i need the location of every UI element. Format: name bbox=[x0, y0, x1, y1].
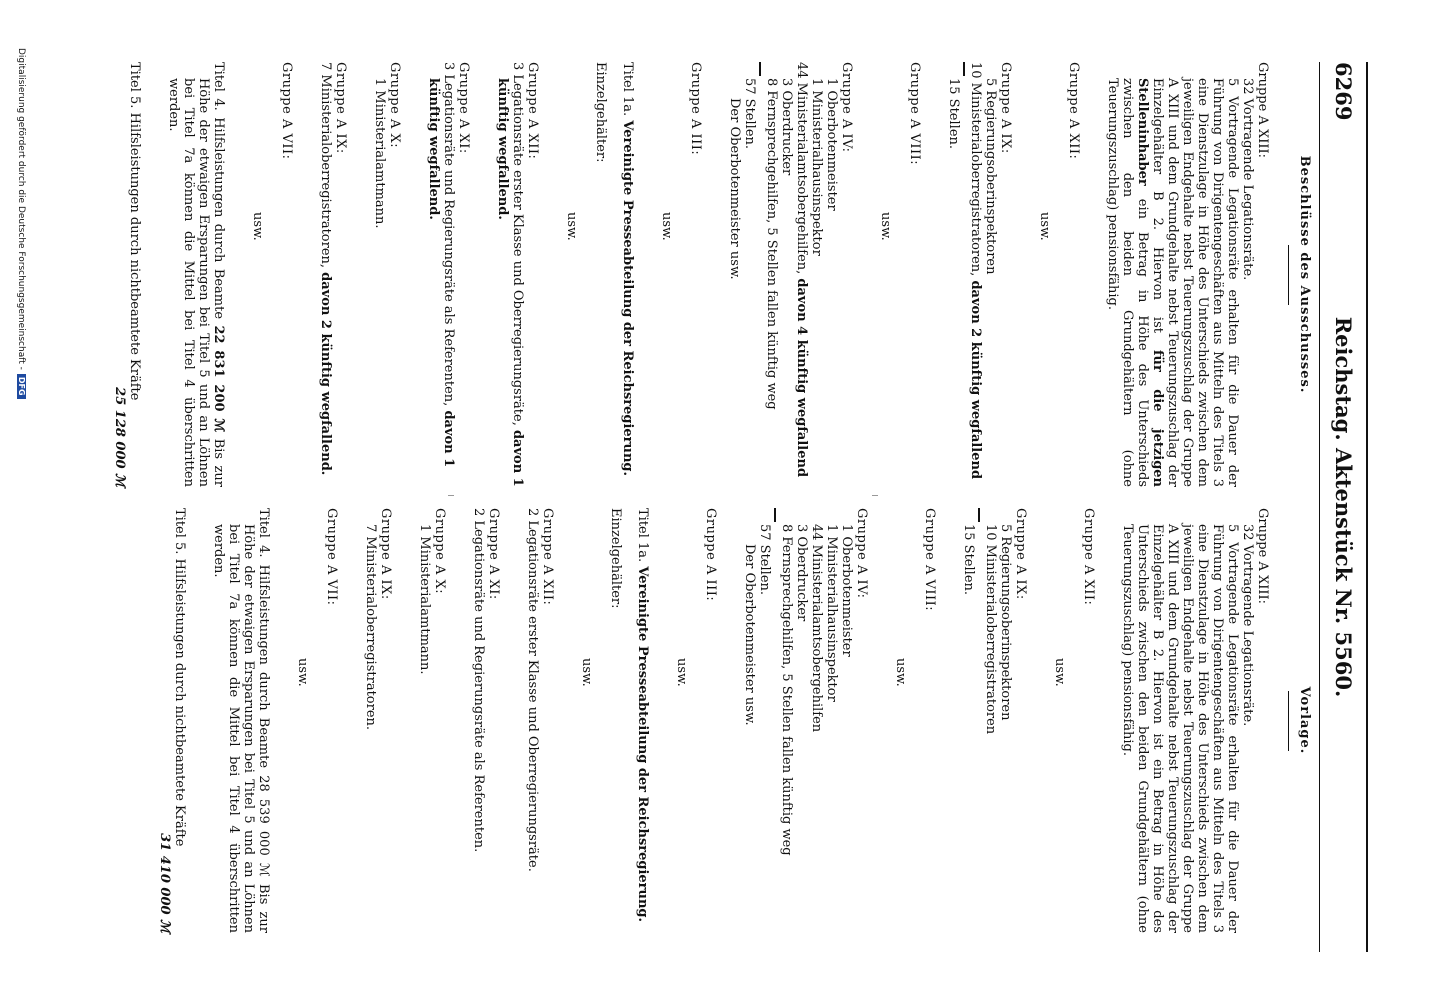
usw: usw. bbox=[295, 658, 310, 687]
gutter-mark bbox=[872, 495, 878, 496]
titel-4: Titel 4. Hilfsleistungen durch Beamte 28 539 000 ℳ Bis zur Höhe der etwaigen Ersparungen bei Titel 5 und an Löhnen bei Titel 7a können die Mittel bei Titel 4 überschritten werden. bbox=[211, 508, 271, 933]
line: 7 Ministerialoberregistratoren, davon 2 künftig wegfallend. bbox=[318, 62, 333, 476]
title-divider bbox=[1288, 691, 1289, 751]
line: 3 Oberdrucker bbox=[779, 78, 794, 176]
dfg-logo: DFG bbox=[17, 374, 26, 399]
amount: 31 410 000 ℳ bbox=[157, 833, 172, 933]
usw: usw. bbox=[579, 658, 594, 687]
line: 57 Stellen. bbox=[757, 524, 772, 596]
sum-line bbox=[978, 508, 980, 522]
page-number: 6269 bbox=[1331, 62, 1356, 121]
titel-4: Titel 4. Hilfsleistungen durch Beamte 22 831 200 ℳ Bis zur Höhe der etwaigen Ersparungen bei Titel 5 und an Löhnen bei Titel 7a können die Mittel bei Titel 4 überschritten werden. bbox=[166, 62, 226, 487]
line: 1 Ministerialhausinspektor bbox=[824, 524, 839, 702]
sum-line bbox=[774, 508, 776, 522]
group-heading: Gruppe A VIII: bbox=[907, 62, 922, 166]
footer-text: Digitalisierung gefördert durch die Deutsche Forschungsgemeinschaft - bbox=[16, 48, 26, 370]
line: 8 Fernsprechgehilfen, 5 Stellen fallen künftig weg bbox=[779, 524, 794, 856]
line: 7 Ministerialoberregistratoren. bbox=[363, 524, 378, 731]
group-heading: Gruppe A XIII: bbox=[1255, 62, 1270, 159]
line: 3 Oberdrucker bbox=[794, 524, 809, 622]
usw: usw. bbox=[878, 212, 893, 241]
group-heading: Gruppe A IX: bbox=[1013, 508, 1028, 600]
line: 2 Legationsräte und Regierungsräte als Referenten. bbox=[471, 508, 486, 853]
usw: usw. bbox=[250, 212, 265, 241]
titel-1a: Titel 1a. Vereinigte Presseabteilung der Reichsregierung. bbox=[635, 508, 650, 923]
titel-1a: Titel 1a. Vereinigte Presseabteilung der Reichsregierung. bbox=[620, 62, 635, 477]
gutter-mark bbox=[448, 495, 454, 496]
line: 10 Ministerialoberregistratoren, davon 2 künftig wegfallend bbox=[968, 62, 983, 480]
page-header bbox=[1326, 62, 1356, 952]
group-heading: Gruppe A X: bbox=[387, 62, 402, 149]
line: 32 Vortragende Legationsräte. bbox=[1240, 524, 1255, 727]
line: Einzelgehälter: bbox=[608, 508, 623, 609]
line: 15 Stellen. bbox=[961, 524, 976, 596]
group-heading: Gruppe A XII: bbox=[525, 62, 540, 160]
line: 1 Ministerialamtmann. bbox=[372, 78, 387, 229]
running-head: Reichstag. Aktenstück Nr. 5560. bbox=[1331, 316, 1356, 698]
line: 2 Legationsräte erster Klasse und Oberregierungsräte. bbox=[525, 508, 540, 872]
line: Einzelgehälter: bbox=[593, 62, 608, 163]
amount: 25 128 000 ℳ bbox=[112, 387, 127, 487]
group-heading: Gruppe A XI: bbox=[456, 62, 471, 154]
line: 1 Oberbotenmeister bbox=[824, 78, 839, 211]
header-rule bbox=[1319, 62, 1320, 952]
group-heading: Gruppe A X: bbox=[432, 508, 447, 595]
line: 1 Oberbotenmeister bbox=[839, 524, 854, 657]
line: 5 Regierungsoberinspektoren bbox=[983, 78, 998, 275]
usw: usw. bbox=[659, 212, 674, 241]
titel-5: Titel 5. Hilfsleistungen durch nichtbeamtete Kräfte bbox=[127, 62, 142, 401]
digitization-footer bbox=[16, 48, 26, 399]
line: 3 Legationsräte und Regierungsräte als Referenten, davon 1 künftig wegfallend. bbox=[426, 62, 456, 468]
column-title: Vorlage. bbox=[1297, 686, 1312, 755]
group-heading: Gruppe A XII: bbox=[1066, 62, 1081, 160]
line: 57 Stellen. bbox=[742, 78, 757, 150]
titel-5: Titel 5. Hilfsleistungen durch nichtbeamtete Kräfte bbox=[172, 508, 187, 847]
group-heading: Gruppe A XII: bbox=[540, 508, 555, 606]
group-heading: Gruppe A IX: bbox=[998, 62, 1013, 154]
line: 44 Ministerialamtsobergehilfen, davon 4 künftig wegfallend bbox=[794, 62, 809, 478]
group-heading: Gruppe A XII: bbox=[1081, 508, 1096, 606]
paragraph: 5 Vortragende Legationsräte erhalten für die Dauer der Führung von Dirigentengeschäften aus Mitteln des Titels 3 eine Dienstzulage in Höhe des Unterschieds zwischen dem jeweiligen Endgehalte nebst Teuerungszuschlag der Gruppe A XIII und dem Grundgehalte nebst Teuerungszuschlag der Einzelgehälter B 2. Hiervon ist ein Betrag in Höhe des Unterschieds zwischen den beiden Grundgehältern (ohne Teuerungszuschlag) pensionsfähig. bbox=[1120, 524, 1240, 933]
usw: usw. bbox=[893, 658, 908, 687]
column-title: Beschlüsse des Ausschusses. bbox=[1297, 155, 1312, 394]
usw: usw. bbox=[674, 658, 689, 687]
line: Der Oberbotenmeister usw. bbox=[742, 544, 757, 726]
line: 8 Fernsprechgehilfen, 5 Stellen fallen künftig weg bbox=[764, 78, 779, 410]
line: 5 Regierungsoberinspektoren bbox=[998, 524, 1013, 721]
sum-line bbox=[759, 62, 761, 76]
right-column bbox=[157, 508, 1312, 933]
usw: usw. bbox=[564, 212, 579, 241]
line: 15 Stellen. bbox=[946, 78, 961, 150]
paragraph: 5 Vortragende Legationsräte erhalten für die Dauer der Führung von Dirigentengeschäften aus Mitteln des Titels 3 eine Dienstzulage in Höhe des Unterschieds zwischen dem jeweiligen Endgehalte nebst Teuerungszuschlag der Gruppe A XIII und dem Grundgehalte nebst Teuerungszuschlag der Einzelgehälter B 2. Hiervon ist für die jetzigen Stelleninhaber ein Betrag in Höhe des Unterschieds zwischen den beiden Grundgehältern (ohne Teuerungszuschlag) pensionsfähig. bbox=[1105, 78, 1240, 488]
group-heading: Gruppe A VII: bbox=[324, 508, 339, 606]
group-heading: Gruppe A XI: bbox=[486, 508, 501, 600]
top-rule bbox=[1366, 62, 1368, 952]
line: 44 Ministerialamtsobergehilfen bbox=[809, 524, 824, 733]
sum-line bbox=[963, 62, 965, 76]
line: 1 Ministerialhausinspektor bbox=[809, 78, 824, 256]
usw: usw. bbox=[1052, 658, 1067, 687]
left-column bbox=[112, 62, 1312, 487]
line: 10 Ministerialoberregistratoren bbox=[983, 524, 998, 735]
line: 3 Legationsräte erster Klasse und Oberregierungsräte, davon 1 künftig wegfallend. bbox=[495, 62, 525, 487]
group-heading: Gruppe A IV: bbox=[839, 62, 854, 153]
group-heading: Gruppe A IX: bbox=[378, 508, 393, 600]
group-heading: Gruppe A III: bbox=[703, 508, 718, 602]
line: 1 Ministerialamtmann. bbox=[417, 524, 432, 675]
usw: usw. bbox=[1037, 212, 1052, 241]
group-heading: Gruppe A III: bbox=[688, 62, 703, 156]
group-heading: Gruppe A XIII: bbox=[1255, 508, 1270, 605]
group-heading: Gruppe A IX: bbox=[333, 62, 348, 154]
title-divider bbox=[1288, 245, 1289, 305]
line: 32 Vortragende Legationsräte. bbox=[1240, 78, 1255, 281]
line: Der Oberbotenmeister usw. bbox=[727, 98, 742, 280]
group-heading: Gruppe A VII: bbox=[279, 62, 294, 160]
group-heading: Gruppe A IV: bbox=[854, 508, 869, 599]
group-heading: Gruppe A VIII: bbox=[922, 508, 937, 612]
